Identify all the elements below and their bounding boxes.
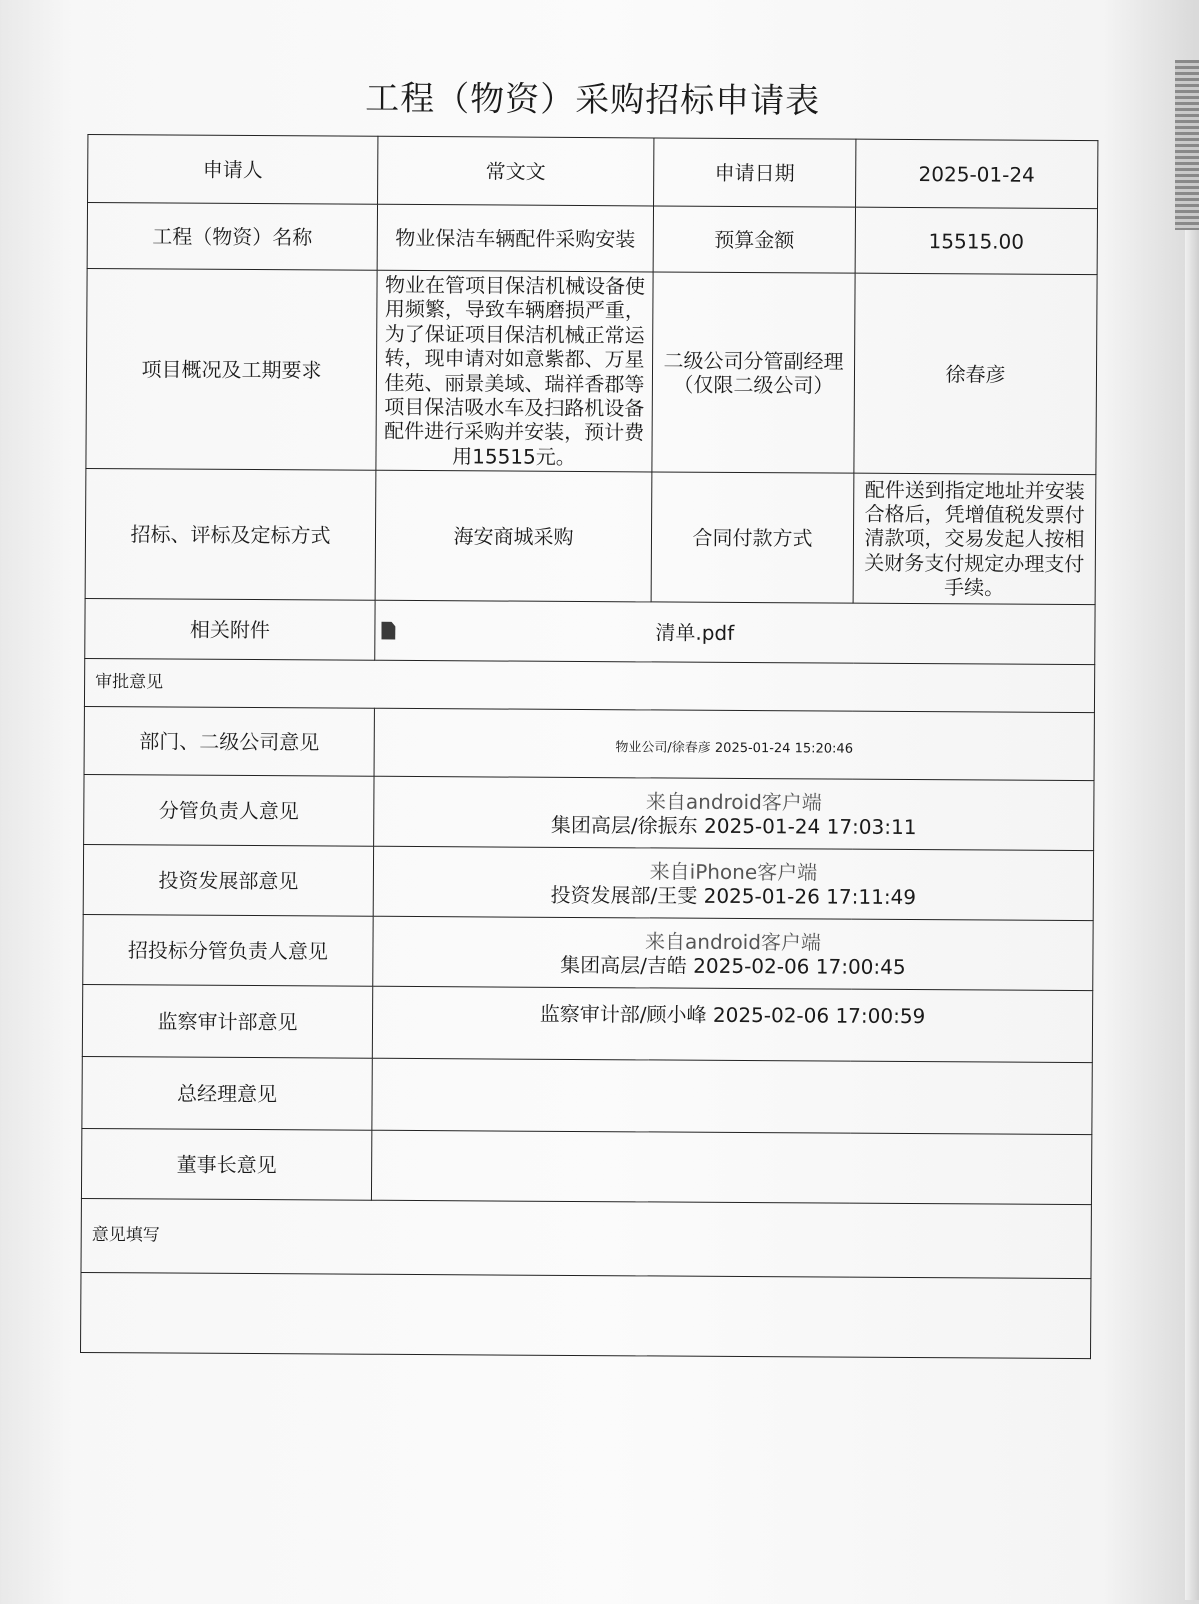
vp-value: 徐春彦 (854, 273, 1097, 475)
approval-source: 来自iPhone客户端 (649, 859, 818, 885)
approval-row-label: 总经理意见 (82, 1057, 372, 1131)
approval-source: 来自android客户端 (645, 789, 822, 815)
comment-input-area[interactable] (81, 1273, 1091, 1359)
approval-source: 来自android客户端 (645, 929, 822, 955)
approval-row-label: 招投标分管负责人意见 (83, 915, 373, 987)
approval-row-value (373, 846, 1093, 920)
method-label: 招标、评标及定标方式 (85, 469, 376, 601)
attachment-label: 相关附件 (85, 599, 375, 661)
project-label: 工程（物资）名称 (87, 202, 377, 270)
approval-section-label: 审批意见 (84, 659, 1094, 713)
date-value: 2025-01-24 (856, 139, 1098, 208)
approval-row-label: 分管负责人意见 (84, 775, 374, 847)
form-title: 工程（物资）采购招标申请表 (365, 78, 821, 122)
approval-signer: 投资发展部/王雯 2025-01-26 17:11:49 (550, 882, 917, 909)
approval-row-value (374, 708, 1094, 780)
payment-label: 合同付款方式 (651, 472, 854, 603)
approval-row-value (372, 1058, 1092, 1134)
attachment-cell[interactable] (375, 600, 1095, 664)
pdf-file-icon (381, 621, 395, 639)
approval-signer: 监察审计部/顾小峰 2025-02-06 17:00:59 (539, 1001, 926, 1029)
budget-value: 15515.00 (855, 207, 1097, 274)
approval-row-label: 部门、二级公司意见 (84, 707, 374, 777)
vp-label: 二级公司分管副经理（仅限二级公司） (652, 272, 855, 473)
overview-label: 项目概况及工期要求 (86, 268, 377, 470)
approval-row-value (373, 916, 1093, 990)
approval-row-label: 投资发展部意见 (83, 845, 373, 917)
payment-value: 配件送到指定地址并安装合格后，凭增值税发票付清款项，交易发起人按相关财务支付规定办理支付手续。 (853, 473, 1096, 604)
approval-row-value (372, 986, 1092, 1062)
overview-value: 物业在管项目保洁机械设备使用频繁，导致车辆磨损严重，为了保证项目保洁机械正常运转，现申请对如意紫都、万星佳苑、丽景美域、瑞祥香郡等项目保洁吸水车及扫路机设备配件进行采购并安装，预计费用15515元。 (376, 270, 653, 472)
attachment-link[interactable]: 清单.pdf (655, 620, 735, 645)
applicant-value: 常文文 (378, 136, 654, 206)
date-label: 申请日期 (654, 138, 856, 207)
application-form-table (80, 134, 1098, 1359)
approval-row-value (371, 1130, 1091, 1204)
project-value: 物业保洁车辆配件采购安装 (377, 204, 653, 272)
comment-label: 意见填写 (81, 1199, 1091, 1279)
applicant-label: 申请人 (88, 134, 378, 204)
method-value: 海安商城采购 (375, 470, 652, 602)
approval-signer: 集团高层/徐振东 2025-01-24 17:03:11 (550, 812, 917, 839)
approval-signer: 物业公司/徐春彦 2025-01-24 15:20:46 (615, 739, 854, 757)
budget-label: 预算金额 (653, 206, 855, 273)
approval-row-value (374, 776, 1094, 850)
approval-row-label: 监察审计部意见 (82, 985, 372, 1059)
approval-row-label: 董事长意见 (81, 1129, 371, 1201)
approval-signer: 集团高层/吉皓 2025-02-06 17:00:45 (560, 952, 906, 979)
